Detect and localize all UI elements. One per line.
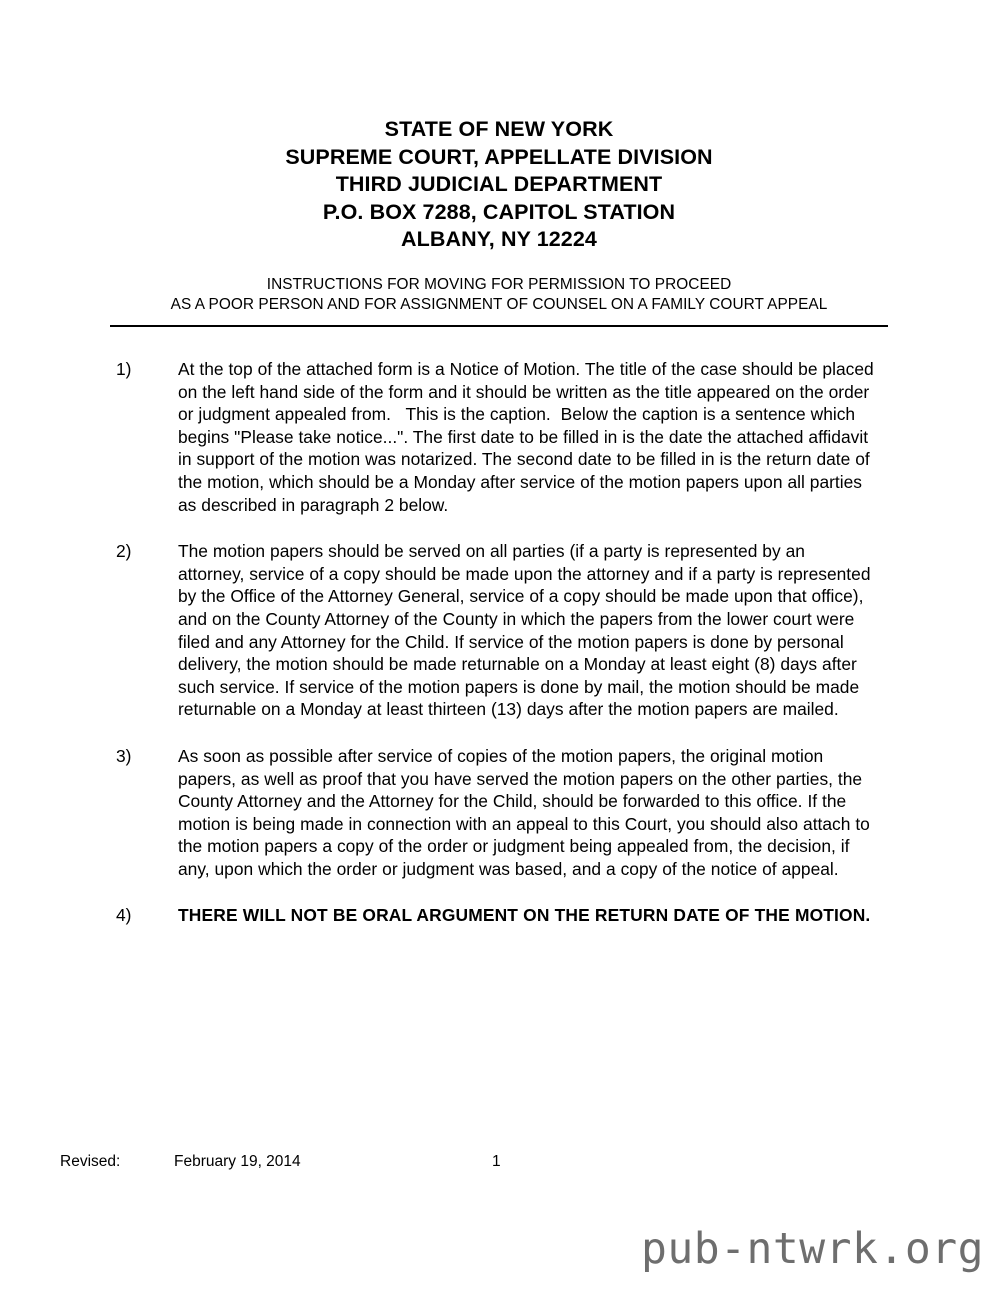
instruction-number-1: 1) xyxy=(116,359,132,379)
instruction-item-2 xyxy=(0,540,998,721)
masthead-line-court: SUPREME COURT, APPELLATE DIVISION xyxy=(285,144,713,169)
instruction-text-4: THERE WILL NOT BE ORAL ARGUMENT ON THE RETURN DATE OF THE MOTION. xyxy=(178,905,871,926)
masthead-line-city-state-zip: ALBANY, NY 12224 xyxy=(401,227,597,251)
subtitle-line-2: AS A POOR PERSON AND FOR ASSIGNMENT OF COUNSEL ON A FAMILY COURT APPEAL xyxy=(170,296,828,313)
instruction-number-3: 3) xyxy=(116,745,132,766)
court-masthead xyxy=(0,116,998,254)
page-number: 1 xyxy=(492,1153,501,1170)
instruction-item-1 xyxy=(0,358,998,516)
header-divider-rule xyxy=(110,325,888,327)
instruction-text-2: The motion papers should be served on all parties (if a party is represented by an attorney, service of a copy should be made upon the attorney and if a party is represented by the Office of the Attorney General, service of a copy should be made upon that office), and on the County Attorney of the County in which the papers from the lower court were filed and any Attorney for the Child. If service of the motion papers is done by personal delivery, the motion should be made returnable on a Monday at least eight (8) days after such service. If service of the motion papers is done by mail, the motion should be made returnable on a Monday at least thirteen (13) days after the motion papers are mailed. xyxy=(178,541,876,720)
instruction-number-4: 4) xyxy=(116,905,132,926)
masthead-line-department: THIRD JUDICIAL DEPARTMENT xyxy=(335,172,663,196)
instructions-list xyxy=(0,358,998,951)
document-subtitle xyxy=(0,275,998,315)
instruction-item-4 xyxy=(0,904,998,927)
instruction-item-3 xyxy=(0,745,998,881)
revised-date: February 19, 2014 xyxy=(174,1153,301,1170)
masthead-line-po-box: P.O. BOX 7288, CAPITOL STATION xyxy=(322,199,676,224)
subtitle-line-1: INSTRUCTIONS FOR MOVING FOR PERMISSION TO PROCEED xyxy=(266,276,732,293)
page-footer xyxy=(0,1152,998,1176)
instruction-number-2: 2) xyxy=(116,541,132,562)
revised-label: Revised: xyxy=(60,1153,121,1170)
instruction-text-1: At the top of the attached form is a Notice of Motion. The title of the case should be placed on the left hand side of the form and it should be written as the title appeared on the order or judgment appealed from. This is the caption. Below the caption is a sentence which begins "Please take notice...". The first date to be filled in is the date the attached affidavit in support of the motion was notarized. The second date to be filled in is the return date of the motion, which should be a Monday after service of the motion papers upon all parties as described in paragraph 2 below. xyxy=(178,359,879,515)
instruction-text-3: As soon as possible after service of copies of the motion papers, the original motion papers, as well as proof that you have served the motion papers on the other parties, the County Attorney and the Attorney for the Child, should be forwarded to this office. If the motion is being made in connection with an appeal to this Court, you should also attach to the motion papers a copy of the order or judgment being appealed from, the decision, if any, upon which the order or judgment was based, and a copy of the notice of appeal. xyxy=(178,745,875,879)
site-watermark: pub-ntwrk.org xyxy=(640,1224,984,1274)
masthead-line-state: STATE OF NEW YORK xyxy=(384,117,614,141)
